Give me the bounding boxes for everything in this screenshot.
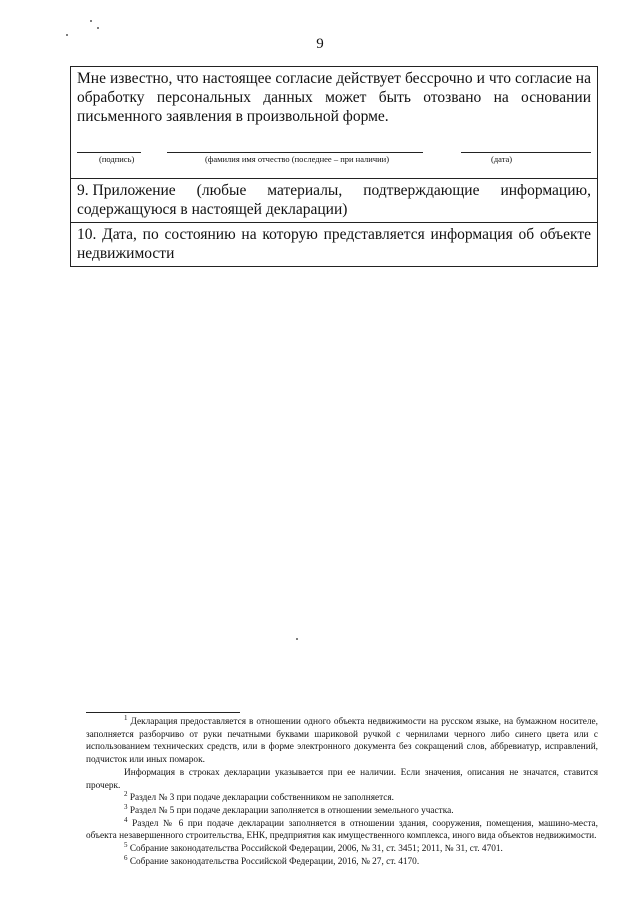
footnote-mark: 2	[124, 790, 128, 799]
consent-text: Мне известно, что настоящее согласие действует бессрочно и что согласие на обработку персональных данных может быть отозвано на основании письменного заявления в произвольной форме.	[77, 70, 591, 125]
page-number: 9	[316, 36, 324, 52]
section-10-word: 10.	[77, 226, 97, 243]
footnote-mark: 1	[124, 713, 128, 722]
footnote-3	[86, 802, 598, 818]
footnote-1-continuation	[86, 767, 598, 792]
section-10-word: по	[142, 226, 159, 243]
footnote-2	[86, 792, 598, 805]
section-9-line-2: содержащуюся в настоящей декларации)	[77, 201, 348, 218]
section-9-line-1	[77, 181, 591, 200]
date-caption: (дата)	[491, 154, 513, 164]
scan-speck	[296, 638, 298, 640]
footnote-1	[86, 713, 598, 767]
footnote-mark: 5	[124, 840, 128, 849]
full-name-caption: (фамилия имя отчество (последнее – при наличии)	[205, 154, 390, 164]
section-10-line-2: недвижимости	[77, 245, 175, 262]
section-10-word: представляется	[323, 226, 425, 243]
section-9-word: 9. Приложение	[77, 182, 176, 199]
scan-speck	[90, 20, 92, 22]
section-9-word: материалы,	[267, 182, 343, 199]
footnote-6	[86, 853, 598, 869]
footnote-mark: 3	[124, 802, 128, 811]
footnote-text: Раздел № 3 при подаче декларации собственником не заполняется.	[129, 793, 394, 804]
section-9-word: (любые	[196, 182, 247, 199]
section-10-word: которую	[262, 226, 318, 243]
footnotes	[86, 713, 599, 868]
footnote-text: Раздел № 5 при подаче декларации заполняется в отношении земельного участка.	[129, 805, 454, 816]
footnote-text: Раздел № 6 при подаче декларации заполняется в отношении здания, сооружения, помещения, машино-места, объекта незавершенного строительства, ЕНК, предприятия как имущественного комплекса, иного вида объектов недвижимости.	[86, 818, 599, 842]
section-9-attachment-cell[interactable]	[71, 179, 597, 223]
footnote-text: Собрание законодательства Российской Федерации, 2016, № 27, ст. 4170.	[129, 856, 420, 867]
section-10-word: информация	[430, 226, 513, 243]
date-line[interactable]	[461, 152, 591, 167]
footnote-4	[86, 815, 599, 843]
footnote-text: Информация в строках декларации указывается при ее наличии. Если значения, описания не значатся, ставится прочерк.	[86, 767, 598, 791]
footnote-mark: 6	[124, 853, 128, 862]
section-10-word: об	[518, 226, 535, 243]
section-10-word: состоянию	[164, 226, 236, 243]
consent-cell	[71, 67, 597, 179]
declaration-form-table	[70, 66, 598, 267]
section-10-word: объекте	[539, 226, 591, 243]
section-10-line-1	[77, 225, 591, 244]
section-9-word: информацию,	[500, 182, 591, 199]
signature-caption: (подпись)	[99, 154, 135, 164]
footnote-separator	[86, 712, 240, 713]
footnote-text: Собрание законодательства Российской Федерации, 2006, № 31, ст. 3451; 2011, № 31, ст. 4701.	[129, 844, 503, 855]
section-10-word: на	[241, 226, 257, 243]
section-10-word: Дата,	[102, 226, 137, 243]
footnote-mark: 4	[124, 815, 128, 824]
section-9-word: подтверждающие	[363, 182, 480, 199]
section-10-date-cell[interactable]	[71, 223, 597, 266]
footnote-text: Декларация предоставляется в отношении одного объекта недвижимости на русском языке, на бумажном носителе, заполняется разборчиво от руки печатными буквами шариковой ручкой с чернилами черного либо синего цвета или с использованием технических средств, или в форме электронного документа без сокращений слов, аббревиатур, исправлений, подчисток или иных помарок.	[86, 717, 598, 766]
scan-speck	[97, 27, 99, 29]
footnote-5	[86, 840, 598, 856]
